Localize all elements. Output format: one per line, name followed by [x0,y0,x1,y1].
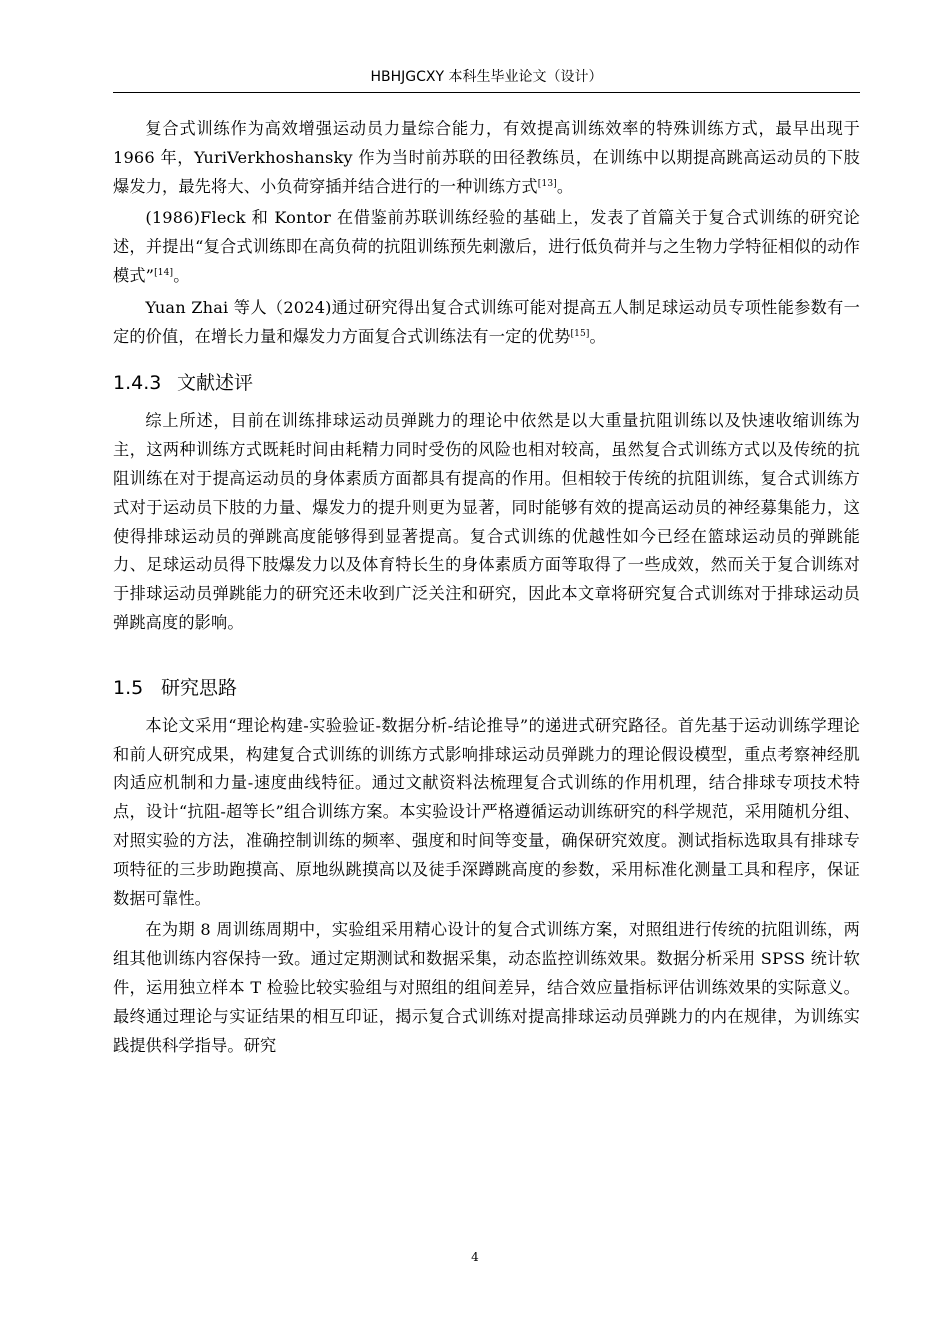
paragraph-text: 在为期 8 周训练周期中，实验组采用精心设计的复合式训练方案，对照组进行传统的抗阻训练，两组其他训练内容保持一致。通过定期测试和数据采集，动态监控训练效果。数据分析采用 SPSS 统计软件，运用独立样本 T 检验比较实验组与对照组的组间差异，结合效应量指标评估训练效果的实际意义。最终通过理论与实证结果的相互印证，揭示复合式训练对提高排球运动员弹跳力的内在规律，为训练实践提供科学指导。研究 [113,920,860,1055]
paragraph-fleck-kontor: (1986)Fleck 和 Kontor 在借鉴前苏联训练经验的基础上，发表了首篇关于复合式训练的研究论述，并提出“复合式训练即在高负荷的抗阻训练预先刺激后，进行低负荷并与之生物力学特征相似的动作模式”[14]。 [113,208,860,285]
paragraph-training-period [113,916,860,1060]
paragraph-text: (1986)Fleck 和 Kontor 在借鉴前苏联训练经验的基础上，发表了首篇关于复合式训练的研究论述，并提出“复合式训练即在高负荷的抗阻训练预先刺激后，进行低负荷并与之生物力学特征相似的动作模式” [113,208,860,285]
paragraph-literature-review [113,407,860,637]
citation-ref[interactable]: [13] [537,178,557,189]
citation-ref[interactable]: [15] [570,328,590,339]
paragraph-text: 复合式训练作为高效增强运动员力量综合能力，有效提高训练效率的特殊训练方式，最早出现于 1966 年，YuriVerkhoshansky 作为当时前苏联的田径教练员，在训练中以期提高跳高运动员的下肢爆发力，最先将大、小负荷穿插并结合进行的一种训练方式 [113,119,860,196]
page-number-text: 4 [471,1250,479,1264]
paragraph-compound-training-origin: 复合式训练作为高效增强运动员力量综合能力，有效提高训练效率的特殊训练方式，最早出现于 1966 年，YuriVerkhoshansky 作为当时前苏联的田径教练员，在训练中以期提高跳高运动员的下肢爆发力，最先将大、小负荷穿插并结合进行的一种训练方式[13]。 [113,119,860,196]
paragraph-text: Yuan Zhai 等人（2024)通过研究得出复合式训练可能对提高五人制足球运动员专项性能参数有一定的价值，在增长力量和爆发力方面复合式训练法有一定的优势 [113,297,860,346]
paragraph-research-approach [113,712,860,914]
citation-ref[interactable]: [14] [154,267,174,278]
section-title: 研究思路 [161,676,238,699]
section-heading-1-5 [113,675,860,701]
section-number: 1.4.3 [113,372,162,395]
page-number [0,1250,950,1264]
section-title: 文献述评 [177,372,254,395]
section-heading-1-4-3 [113,370,860,396]
paragraph-text: 本论文采用“理论构建-实验验证-数据分析-结论推导”的递进式研究路径。首先基于运动训练学理论和前人研究成果，构建复合式训练的训练方式影响排球运动员弹跳力的理论假设模型，重点考察神经肌肉适应机制和力量-速度曲线特征。通过文献资料法梳理复合式训练的作用机理，结合排球专项技术特点，设计“抗阻-超等长”组合训练方案。本实验设计严格遵循运动训练研究的科学规范，采用随机分组、对照实验的方法，准确控制训练的频率、强度和时间等变量，确保研究效度。测试指标选取具有排球专项特征的三步助跑摸高、原地纵跳摸高以及徒手深蹲跳高度的参数，采用标准化测量工具和程序，保证数据可靠性。 [113,715,860,908]
header-title: HBHJGCXY 本科生毕业论文（设计） [370,69,603,85]
page-header [113,66,860,93]
section-number: 1.5 [113,676,144,699]
paragraph-text: 综上所述，目前在训练排球运动员弹跳力的理论中依然是以大重量抗阻训练以及快速收缩训练为主，这两种训练方式既耗时间由耗精力同时受伤的风险也相对较高，虽然复合式训练方式以及传统的抗阻训练在对于提高运动员的身体素质方面都具有提高的作用。但相较于传统的抗阻训练，复合式训练方式对于运动员下肢的力量、爆发力的提升则更为显著，同时能够有效的提高运动员的神经募集能力，这使得排球运动员的弹跳高度能够得到显著提高。复合式训练的优越性如今已经在篮球运动员的弹跳能力、足球运动员得下肢爆发力以及体育特长生的身体素质方面等取得了一些成效，然而关于复合训练对于排球运动员弹跳能力的研究还未收到广泛关注和研究，因此本文章将研究复合式训练对于排球运动员弹跳高度的影响。 [113,411,860,632]
page-body [113,115,860,1060]
paragraph-yuan-zhai: Yuan Zhai 等人（2024)通过研究得出复合式训练可能对提高五人制足球运动员专项性能参数有一定的价值，在增长力量和爆发力方面复合式训练法有一定的优势[15]。 [113,297,860,346]
